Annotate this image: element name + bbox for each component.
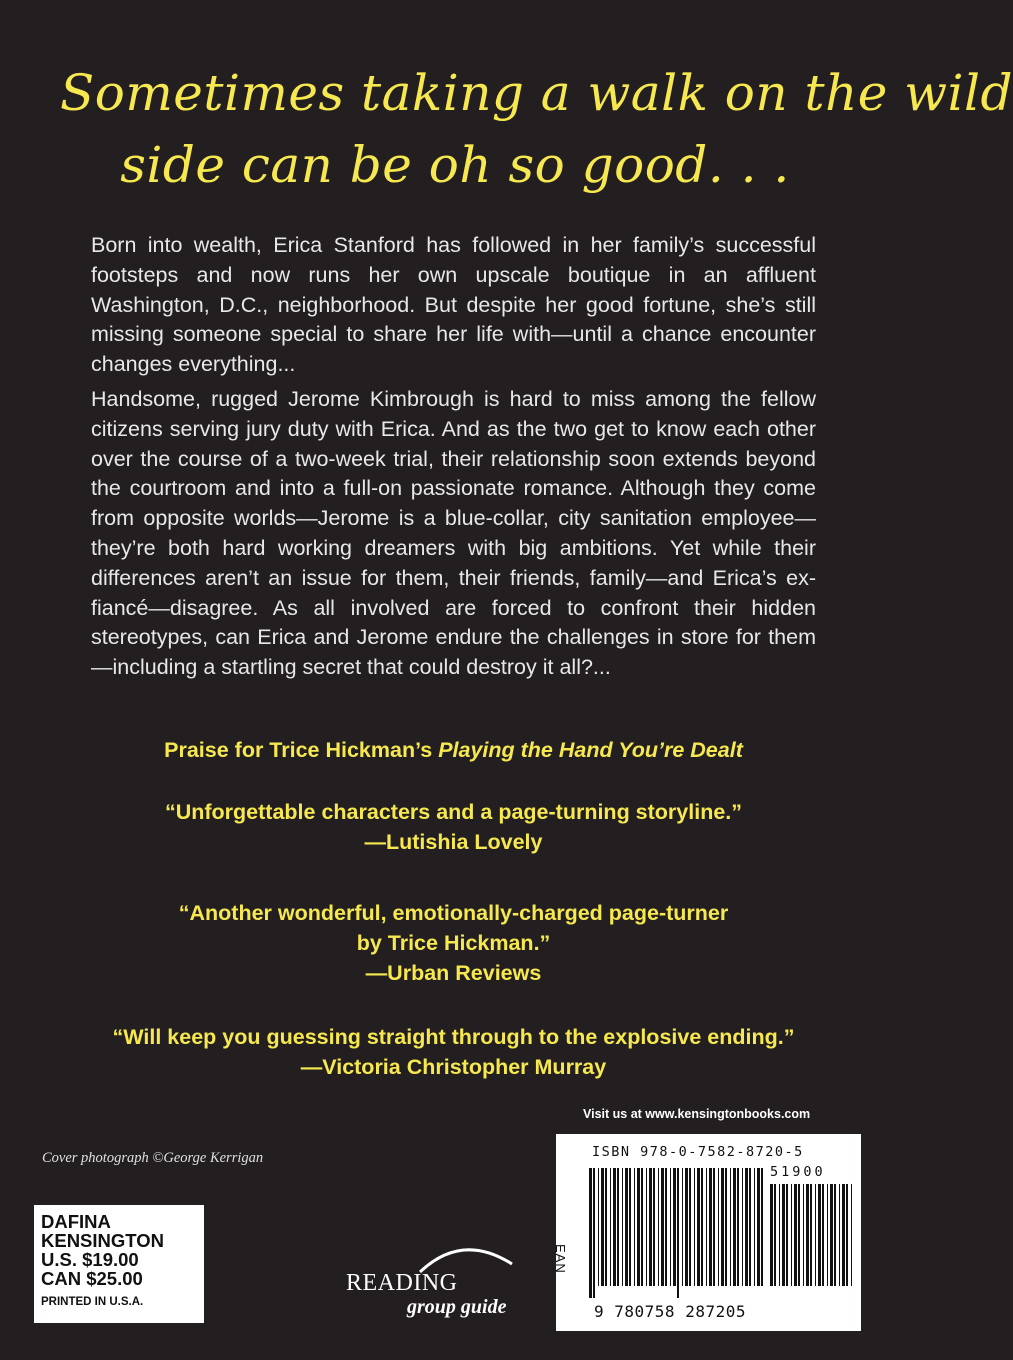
publisher-name: KENSINGTON [41, 1230, 165, 1251]
ean-digits: 9 780758 287205 [594, 1302, 746, 1321]
description-paragraph-2: Handsome, rugged Jerome Kimbrough is hard to miss among the fellow citizens serving jury duty with Erica. And as the two get to know each other over the course of a two-week trial, their relationship soon extends beyond the courtroom and into a full-on passionate romance. Although they come from opposite worlds—Jerome is a blue-collar, city sanitation employee—they’re both hard working dreamers with big ambitions. Yet while their differences aren’t an issue for them, their friends, family—and Erica’s ex-fiancé—disagree. As all involved are forced to confront their hidden stereotypes, can Erica and Jerome endure the challenges in store for them—including a startling secret that could destroy it all?... [91, 387, 816, 680]
photo-credit: Cover photograph ©George Kerrigan [42, 1150, 264, 1166]
praise-heading [40, 735, 867, 765]
praise-prefix: Praise for Trice Hickman’s [164, 738, 439, 762]
praise-book-title: Playing the Hand You’re Dealt [438, 738, 743, 762]
quote-source: —Urban Reviews [365, 961, 542, 985]
price-barcode [770, 1184, 855, 1298]
price-box [34, 1205, 204, 1323]
quote-source: —Victoria Christopher Murray [300, 1055, 607, 1079]
publisher-website: Visit us at www.kensingtonbooks.com [583, 1107, 811, 1121]
ean-barcode [589, 1168, 767, 1298]
barcode-box [553, 1134, 861, 1331]
quote-text-continued: by Trice Hickman.” [356, 931, 551, 955]
quote-text: “Will keep you guessing straight through to the explosive ending.” [112, 1025, 795, 1049]
logo-word-group-guide: group guide [407, 1296, 507, 1318]
review-quote-2 [40, 898, 867, 988]
us-price: U.S. $19.00 [41, 1249, 139, 1270]
isbn-number: ISBN 978-0-7582-8720-5 [592, 1144, 804, 1160]
quote-source: —Lutishia Lovely [364, 830, 543, 854]
review-quote-1 [40, 797, 867, 857]
review-quote-3 [40, 1022, 867, 1082]
quote-text: “Unforgettable characters and a page-turning storyline.” [164, 800, 743, 824]
can-price: CAN $25.00 [41, 1268, 143, 1289]
logo-word-reading: READING [346, 1270, 458, 1296]
tagline-line-1: Sometimes taking a walk on the wild [60, 64, 1013, 122]
imprint-name: DAFINA [41, 1211, 111, 1232]
printed-in: PRINTED IN U.S.A. [41, 1296, 144, 1308]
tagline-line-2: side can be oh so good. . . [120, 136, 790, 194]
price-code: 51900 [770, 1164, 826, 1180]
description-paragraph-1: Born into wealth, Erica Stanford has followed in her family’s successful footsteps and now runs her own upscale boutique in an affluent Washington, D.C., neighborhood. But despite her good fortune, she’s still missing someone special to share her life with—until a chance encounter changes everything... [91, 233, 816, 377]
reading-group-guide-logo [340, 1238, 540, 1328]
quote-text: “Another wonderful, emotionally-charged page-turner [178, 901, 729, 925]
ean-label: EAN [553, 1244, 568, 1274]
